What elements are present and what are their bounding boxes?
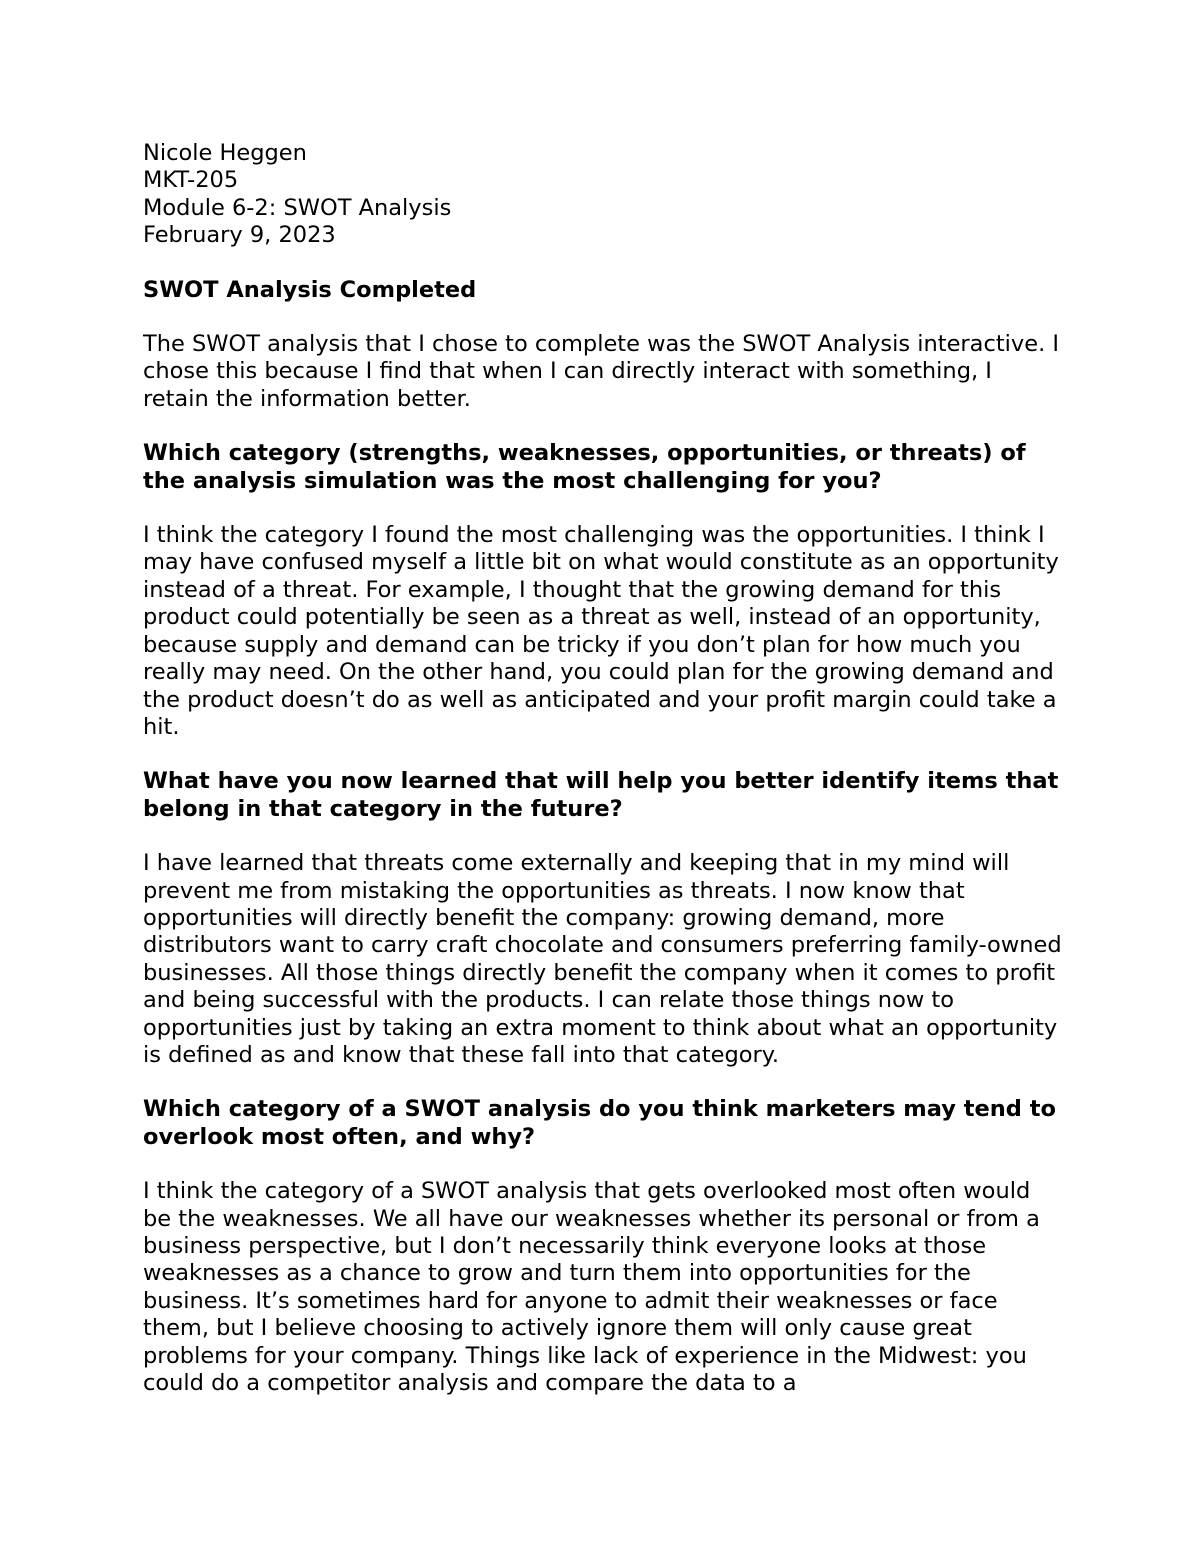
author-name: Nicole Heggen [143, 140, 307, 166]
document-body [143, 140, 1063, 1424]
section-heading-overlooked: Which category of a SWOT analysis do you think marketers may tend to overlook most often, and why? [143, 1096, 1056, 1150]
document-header [143, 140, 1063, 250]
assignment-title: Module 6-2: SWOT Analysis [143, 194, 452, 221]
course-code: MKT-205 [143, 167, 239, 194]
document-date: February 9, 2023 [143, 222, 336, 249]
section-body-learned: I have learned that threats come externally and keeping that in my mind will prevent me from mistaking the opportunities as threats. I now know that opportunities will directly benefit the company: growing demand, more distributors want to carry craft chocolate and consumers preferring family-owned businesses. All those things directly benefit the company when it comes to profit and being successful with the products. I can relate those things now to opportunities just by taking an extra moment to think about what an opportunity is defined as and know that these fall into that category. [143, 850, 1062, 1068]
section-body-challenging: I think the category I found the most challenging was the opportunities. I think I may have confused myself a little bit on what would constitute as an opportunity instead of a threat. For example, I thought that the growing demand for this product could potentially be seen as a threat as well, instead of an opportunity, because supply and demand can be tricky if you don’t plan for how much you really may need. On the other hand, you could plan for the growing demand and the product doesn’t do as well as anticipated and your profit margin could take a hit. [143, 522, 1059, 740]
section-heading-learned: What have you now learned that will help you better identify items that belong in that category in the future? [143, 768, 1059, 822]
section-body-completed: The SWOT analysis that I chose to complete was the SWOT Analysis interactive. I chose this because I find that when I can directly interact with something, I retain the information better. [143, 331, 1060, 412]
section-heading-completed: SWOT Analysis Completed [143, 276, 477, 303]
section-body-overlooked: I think the category of a SWOT analysis that gets overlooked most often would be the weaknesses. We all have our weaknesses whether its personal or from a business perspective, but I don’t necessarily think everyone looks at those weaknesses as a chance to grow and turn them into opportunities for the business. It’s sometimes hard for anyone to admit their weaknesses or face them, but I believe choosing to actively ignore them will only cause great problems for your company. Things like lack of experience in the Midwest: you could do a competitor analysis and compare the data to a [143, 1178, 1040, 1397]
section-heading-challenging: Which category (strengths, weaknesses, opportunities, or threats) of the analysis simulation was the most challenging for you? [143, 440, 1026, 494]
